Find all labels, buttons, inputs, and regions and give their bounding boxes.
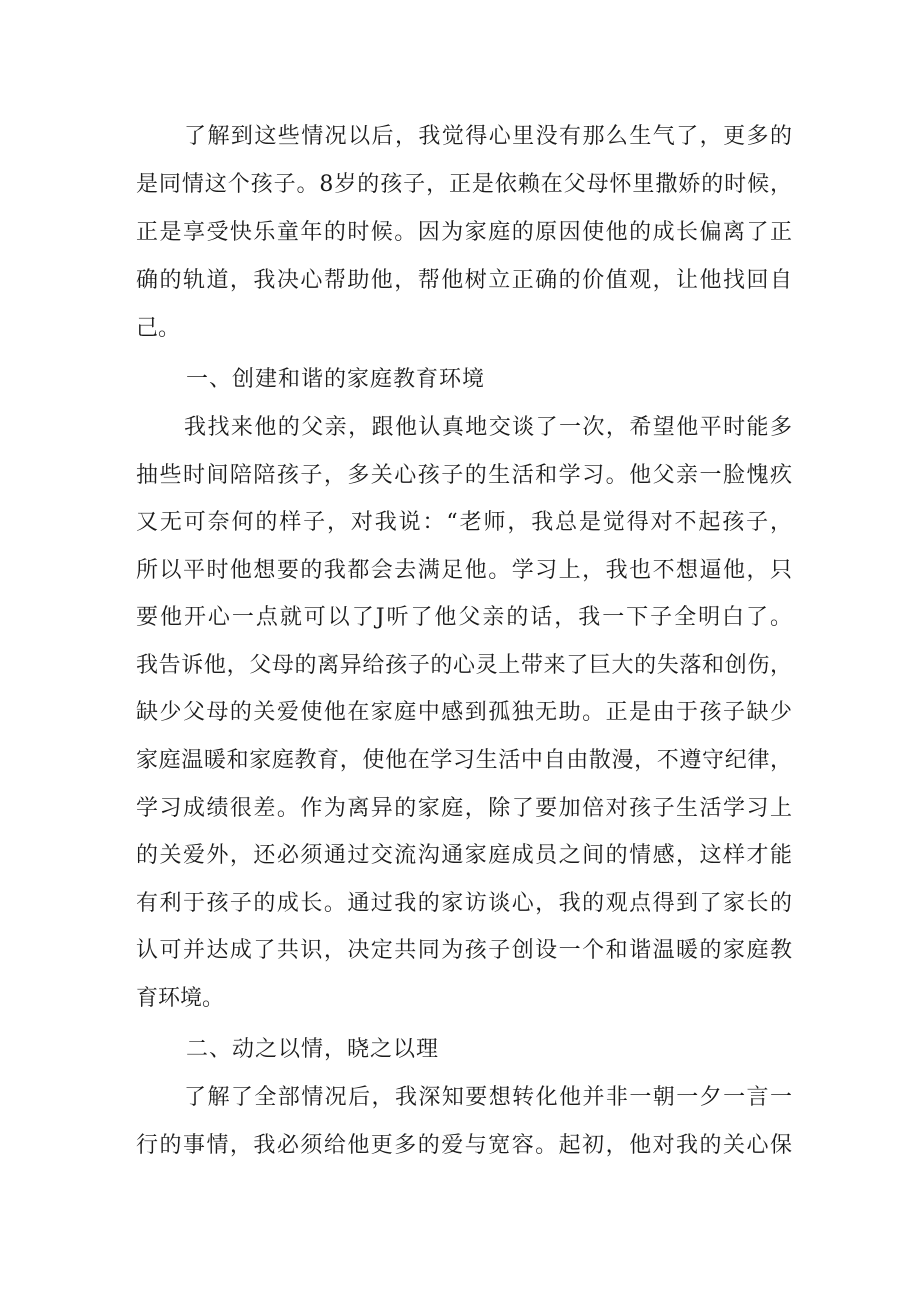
paragraph-3-line-2: 行的事情，我必须给他更多的爱与宽容。起初，他对我的关心保 [136, 1133, 792, 1158]
paragraph-3-line-1: 了解了全部情况后，我深知要想转化他并非一朝一夕一言一 [184, 1085, 792, 1110]
paragraph-2-line-12: 认可并达成了共识，决定共同为孩子创设一个和谐温暖的家庭教 [136, 938, 792, 963]
paragraph-1-line-3: 正是享受快乐童年的时候。因为家庭的原因使他的成长偏离了正 [136, 220, 792, 245]
paragraph-2-line-10: 的关爱外，还必须通过交流沟通家庭成员之间的情感，这样才能 [136, 843, 792, 868]
paragraph-1-line-1: 了解到这些情况以后，我觉得心里没有那么生气了，更多的 [184, 124, 792, 149]
paragraph-2-line-13: 育环境。 [136, 986, 225, 1011]
paragraph-1-line-5: 己。 [136, 316, 181, 341]
section-heading-1: 一、创建和谐的家庭教育环境 [186, 367, 486, 392]
paragraph-2-line-9: 学习成绩很差。作为离异的家庭，除了要加倍对孩子生活学习上 [136, 796, 792, 821]
paragraph-2-line-7: 缺少父母的关爱使他在家庭中感到孤独无助。正是由于孩子缺少 [136, 700, 792, 725]
paragraph-2-line-5: 要他开心一点就可以了J听了他父亲的话，我一下子全明白了。 [136, 605, 792, 630]
paragraph-1-line-4: 确的轨道，我决心帮助他，帮他树立正确的价值观，让他找回自 [136, 268, 792, 293]
paragraph-1-line-2: 是同情这个孩子。8岁的孩子，正是依赖在父母怀里撒娇的时候， [136, 172, 792, 197]
paragraph-2-line-3: 又无可奈何的样子，对我说：“老师，我总是觉得对不起孩子， [136, 510, 792, 535]
paragraph-2-line-2: 抽些时间陪陪孩子，多关心孩子的生活和学习。他父亲一脸愧疚 [136, 463, 792, 488]
paragraph-2-line-11: 有利于孩子的成长。通过我的家访谈心，我的观点得到了家长的 [136, 891, 792, 916]
paragraph-2-line-6: 我告诉他，父母的离异给孩子的心灵上带来了巨大的失落和创伤， [136, 653, 792, 678]
paragraph-2-line-4: 所以平时他想要的我都会去满足他。学习上，我也不想逼他，只 [136, 558, 792, 583]
paragraph-2-line-1: 我找来他的父亲，跟他认真地交谈了一次，希望他平时能多 [184, 415, 792, 440]
section-heading-2: 二、动之以情，晓之以理 [186, 1037, 440, 1062]
paragraph-2-line-8: 家庭温暖和家庭教育，使他在学习生活中自由散漫，不遵守纪律， [136, 748, 792, 773]
